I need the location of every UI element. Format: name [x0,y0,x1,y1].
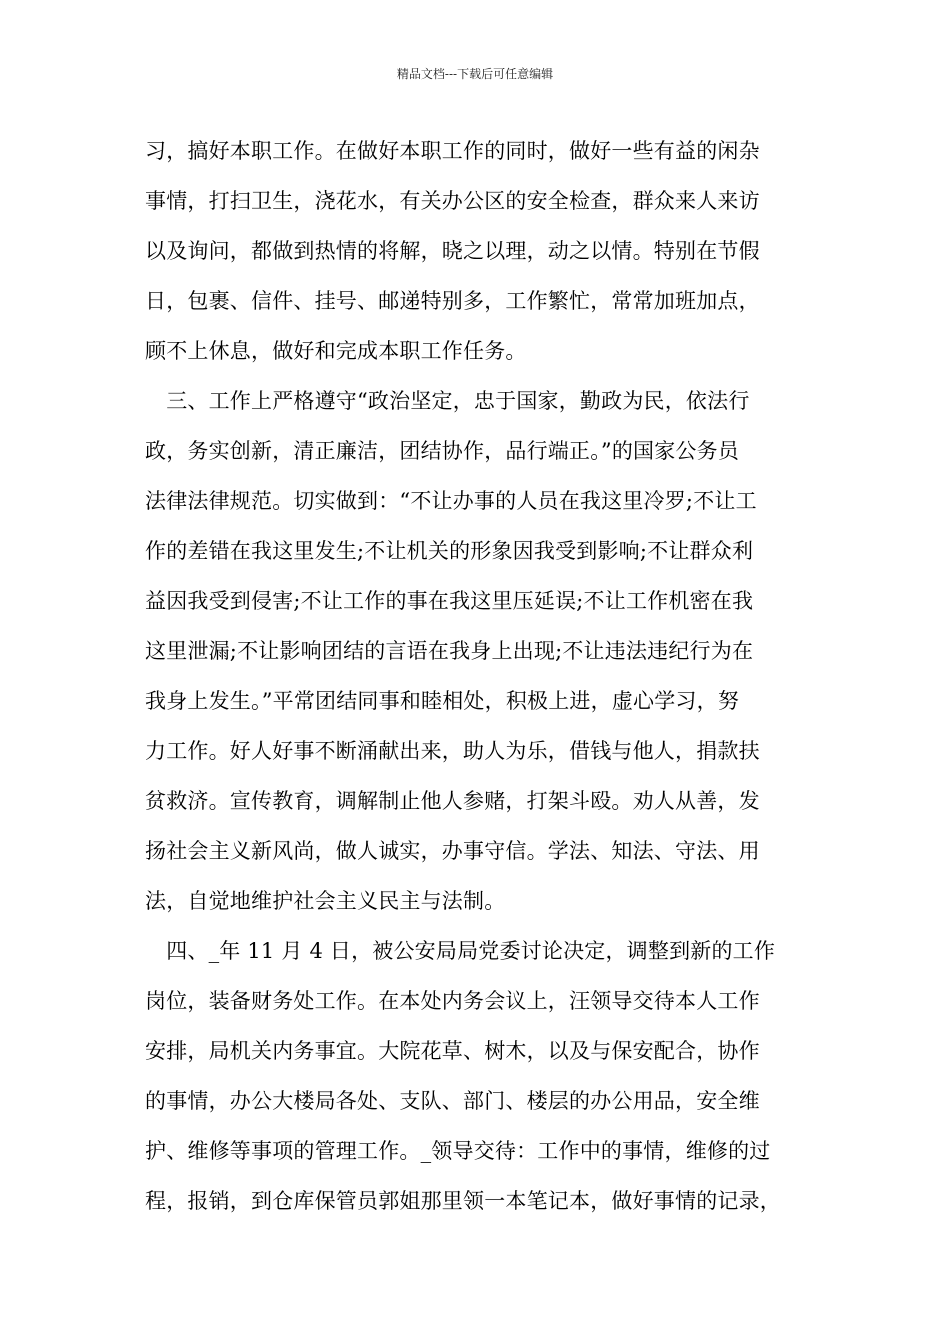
text-line: 四、_年 11 月 4 日，被公安局局党委讨论决定，调整到新的工作 [145,939,776,963]
text-line: 力工作。好人好事不断涌献出来，助人为乐，借钱与他人，捐款扶 [145,739,760,763]
text-line: 作的差错在我这里发生;不让机关的形象因我受到影响;不让群众利 [145,539,754,563]
text-line: 岗位，装备财务处工作。在本处内务会议上，汪领导交待本人工作 [145,989,760,1013]
text-line: 护、维修等事项的管理工作。_领导交待：工作中的事情，维修的过 [145,1139,771,1163]
text-line: 三、工作上严格遵守“政治坚定，忠于国家，勤政为民，依法行 [145,389,750,413]
text-line: 我身上发生。”平常团结同事和睦相处，积极上进，虚心学习，努 [145,689,740,713]
text-line: 益因我受到侵害;不让工作的事在我这里压延误;不让工作机密在我 [145,589,754,613]
text-line: 法，自觉地维护社会主义民主与法制。 [145,889,506,913]
text-line: 的事情，办公大楼局各处、支队、部门、楼层的办公用品，安全维 [145,1089,760,1113]
text-line: 政，务实创新，清正廉洁，团结协作，品行端正。”的国家公务员 [145,439,740,463]
text-line: 安排，局机关内务事宜。大院花草、树木，以及与保安配合，协作 [145,1039,760,1063]
text-line: 事情，打扫卫生，浇花水，有关办公区的安全检查，群众来人来访 [145,189,760,213]
text-line: 这里泄漏;不让影响团结的言语在我身上出现;不让违法违纪行为在 [145,639,754,663]
text-line: 法律法律规范。切实做到：“不让办事的人员在我这里冷罗;不让工 [145,489,757,513]
text-line: 扬社会主义新风尚，做人诚实，办事守信。学法、知法、守法、用 [145,839,760,863]
text-line: 贫救济。宣传教育，调解制止他人参赌，打架斗殴。劝人从善，发 [145,789,760,813]
text-line: 日，包裹、信件、挂号、邮递特别多，工作繁忙，常常加班加点， [145,289,760,313]
page-header: 精品文档---下载后可任意编辑 [396,67,554,81]
text-line: 习，搞好本职工作。在做好本职工作的同时，做好一些有益的闲杂 [145,139,760,163]
text-line: 以及询问，都做到热情的将解，晓之以理，动之以情。特别在节假 [145,239,760,263]
text-line: 顾不上休息，做好和完成本职工作任务。 [145,339,527,363]
text-line: 程，报销，到仓库保管员郭姐那里领一本笔记本，做好事情的记录， [145,1189,781,1213]
